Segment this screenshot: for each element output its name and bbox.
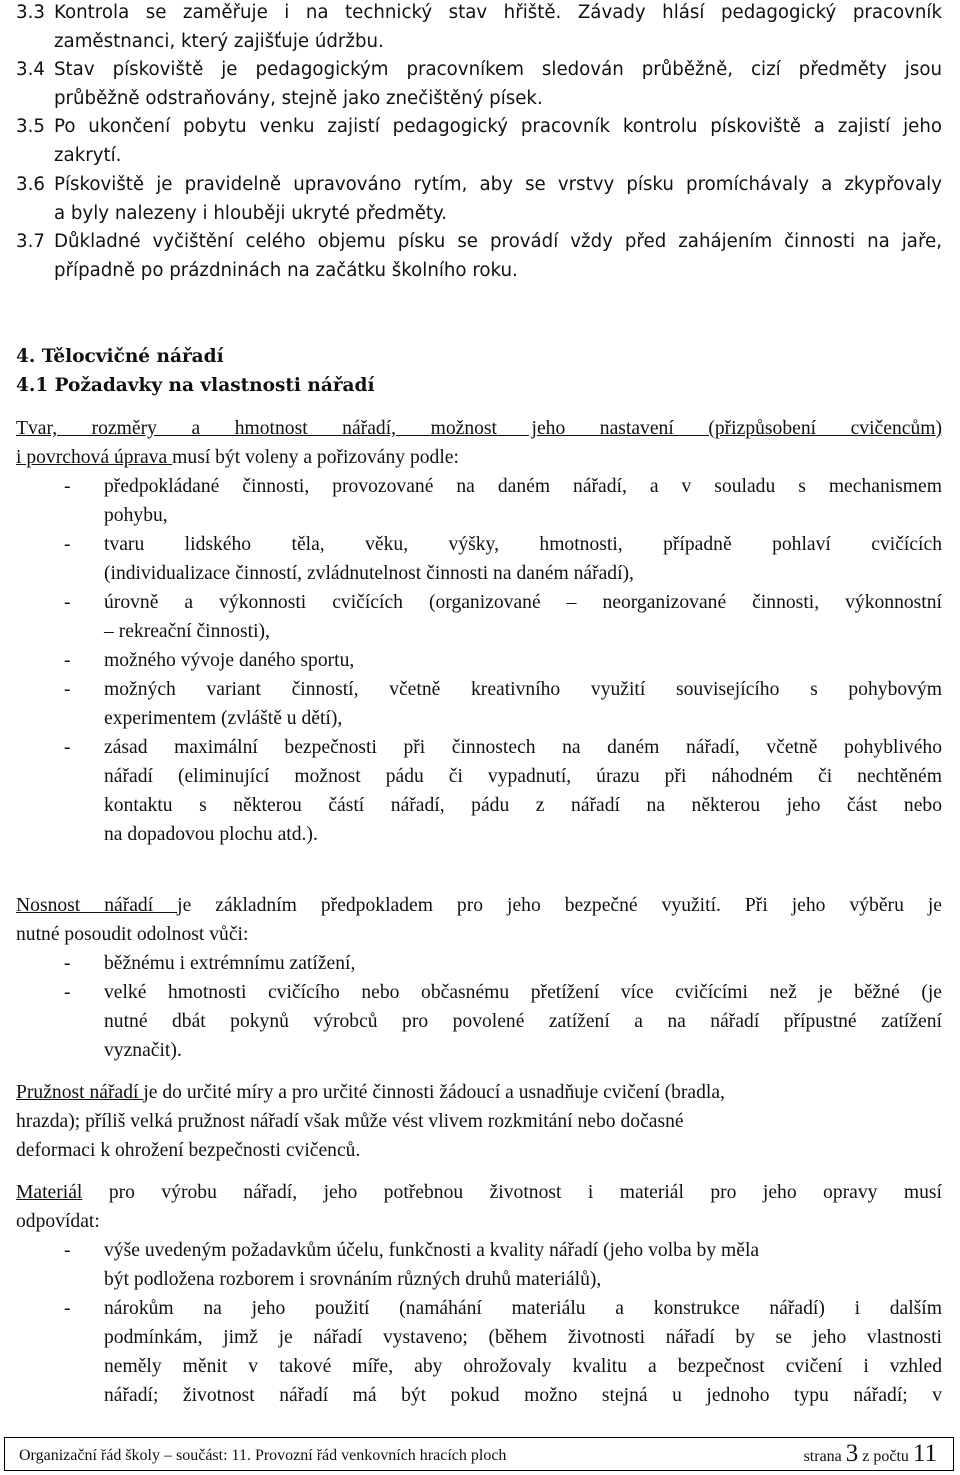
footer-page-counter [804, 1440, 937, 1468]
para-3-3-line2: zaměstnanci, který zajišťuje údržbu. [54, 31, 384, 52]
page-footer [4, 1437, 954, 1471]
list2-dash-1: - [64, 953, 71, 974]
list3-item1-line2: být podložena rozborem i srovnáním různých druhů materiálů), [104, 1269, 602, 1290]
para-3-5-line2: zakrytí. [54, 145, 122, 166]
para-3-4-line1: Stav pískoviště je pedagogickým pracovníkem sledován průběžně, cizí předměty jsou [54, 59, 942, 80]
list2-item1-line1: běžnému i extrémnímu zatížení, [104, 953, 356, 974]
list1-item3-line1: úrovně a výkonnosti cvičících (organizované – neorganizované činnosti, výkonnostní [104, 592, 942, 613]
list3-dash-1: - [64, 1240, 71, 1261]
list3-item1-line1: výše uvedeným požadavkům účelu, funkčnosti a kvality nářadí (jeho volba by měla [104, 1240, 760, 1261]
footer-z-poctu-label: z počtu [862, 1448, 909, 1465]
intro-rest: musí být voleny a pořizovány podle: [172, 447, 459, 468]
list1-item1-line2: pohybu, [104, 505, 168, 526]
list1-item6-line1: zásad maximální bezpečnosti při činnostech na daném nářadí, včetně pohyblivého [104, 737, 942, 758]
pruznost-line1 [16, 1082, 725, 1104]
list1-dash-2: - [64, 534, 71, 555]
nosnost-line1 [16, 895, 942, 917]
list1-item2-line2: (individualizace činností, zvládnutelnost činnosti na daném nářadí), [104, 563, 634, 584]
intro-underlined: i povrchová úprava [16, 447, 173, 468]
pruznost-line2: hrazda); příliš velká pružnost nářadí však může vést vlivem rozkmitání nebo dočasné [16, 1111, 684, 1132]
para-3-6-line2: a byly nalezeny i hlouběji ukryté předměty. [54, 203, 447, 224]
para-3-7-line1: Důkladné vyčištění celého objemu písku se provádí vždy před zahájením činnosti na jaře, [54, 231, 942, 252]
list1-item6-line2: nářadí (eliminující možnost pádu či vypadnutí, úrazu při náhodném či nechtěném [104, 766, 942, 787]
footer-page-number: 3 [845, 1440, 859, 1467]
para-3-6-line1: Pískoviště je pravidelně upravováno rytím, aby se vrstvy písku promíchávaly a zkypřovaly [54, 174, 942, 195]
list2-item2-line1: velké hmotnosti cvičícího nebo občasnému přetížení více cvičícími než je běžné (je [104, 982, 942, 1003]
list1-dash-5: - [64, 679, 71, 700]
list1-item6-line4: na dopadovou plochu atd.). [104, 824, 318, 845]
section-4-heading: 4. Tělocvičné nářadí [16, 346, 224, 367]
section-4-1-subheading: 4.1 Požadavky na vlastnosti nářadí [16, 375, 375, 396]
material-text: pro výrobu nářadí, jeho potřebnou životnost i materiál pro jeho opravy musí [108, 1182, 942, 1203]
nosnost-term: Nosnost nářadí [16, 895, 178, 916]
material-term: Materiál [16, 1182, 83, 1203]
material-line2: odpovídat: [16, 1211, 100, 1232]
list3-dash-2: - [64, 1298, 71, 1319]
footer-document-title: Organizační řád školy – součást: 11. Provozní řád venkovních hracích ploch [19, 1447, 507, 1464]
para-3-5-number: 3.5 [16, 116, 45, 137]
intro-line1: Tvar, rozměry a hmotnost nářadí, možnost jeho nastavení (přizpůsobení cvičencům) [16, 418, 942, 439]
para-3-4-line2: průběžně odstraňovány, stejně jako znečištěný písek. [54, 88, 543, 109]
list1-dash-1: - [64, 476, 71, 497]
list2-dash-2: - [64, 982, 71, 1003]
pruznost-term: Pružnost nářadí [16, 1082, 144, 1103]
list3-item2-line4: nářadí; životnost nářadí má být pokud možno stejná u jednoho typu nářadí; v [104, 1385, 942, 1406]
list3-item2-line3: neměly měnit v takové míře, aby ohrožovaly kvalitu a bezpečnost cvičení i vzhled [104, 1356, 942, 1377]
para-3-3-line1: Kontrola se zaměřuje i na technický stav hřiště. Závady hlásí pedagogický pracovník [54, 2, 942, 23]
list1-item6-line3: kontaktu s některou částí nářadí, pádu z nářadí na některou jeho část nebo [104, 795, 942, 816]
material-line1 [16, 1182, 942, 1204]
list1-item5-line2: experimentem (zvláště u dětí), [104, 708, 343, 729]
list1-item3-line2: – rekreační činnosti), [104, 621, 270, 642]
list1-item2-line1: tvaru lidského těla, věku, výšky, hmotnosti, případně pohlaví cvičících [104, 534, 942, 555]
para-3-7-number: 3.7 [16, 231, 45, 252]
nosnost-text: je základním předpokladem pro jeho bezpečné využití. Při jeho výběru je [177, 895, 942, 916]
list1-item5-line1: možných variant činností, včetně kreativního využití souvisejícího s pohybovým [104, 679, 942, 700]
nosnost-line2: nutné posoudit odolnost vůči: [16, 924, 249, 945]
list3-item2-line1: nárokům na jeho použití (namáhání materiálu a konstrukce nářadí) i dalším [104, 1298, 942, 1319]
pruznost-line3: deformaci k ohrožení bezpečnosti cvičenců. [16, 1140, 361, 1161]
list1-dash-4: - [64, 650, 71, 671]
para-3-4-number: 3.4 [16, 59, 45, 80]
para-3-5-line1: Po ukončení pobytu venku zajistí pedagogický pracovník kontrolu pískoviště a zajistí jeho [54, 116, 942, 137]
footer-strana-label: strana [803, 1448, 842, 1465]
list1-item1-line1: předpokládané činnosti, provozované na daném nářadí, a v souladu s mechanismem [104, 476, 942, 497]
para-3-6-number: 3.6 [16, 174, 45, 195]
list1-dash-3: - [64, 592, 71, 613]
list3-item2-line2: podmínkám, jimž je nářadí vystaveno; (během životnosti nářadí by se jeho vlastnosti [104, 1327, 942, 1348]
pruznost-text: je do určité míry a pro určité činnosti žádoucí a usnadňuje cvičení (bradla, [143, 1082, 725, 1103]
list2-item2-line3: vyznačit). [104, 1040, 182, 1061]
list1-item4-line1: možného vývoje daného sportu, [104, 650, 355, 671]
footer-page-total: 11 [912, 1440, 937, 1467]
list1-dash-6: - [64, 737, 71, 758]
intro-line2 [16, 447, 459, 469]
para-3-3-number: 3.3 [16, 2, 45, 23]
para-3-7-line2: případně po prázdninách na začátku školního roku. [54, 260, 518, 281]
list2-item2-line2: nutné dbát pokynů výrobců pro povolené zatížení a na nářadí přípustné zatížení [104, 1011, 942, 1032]
